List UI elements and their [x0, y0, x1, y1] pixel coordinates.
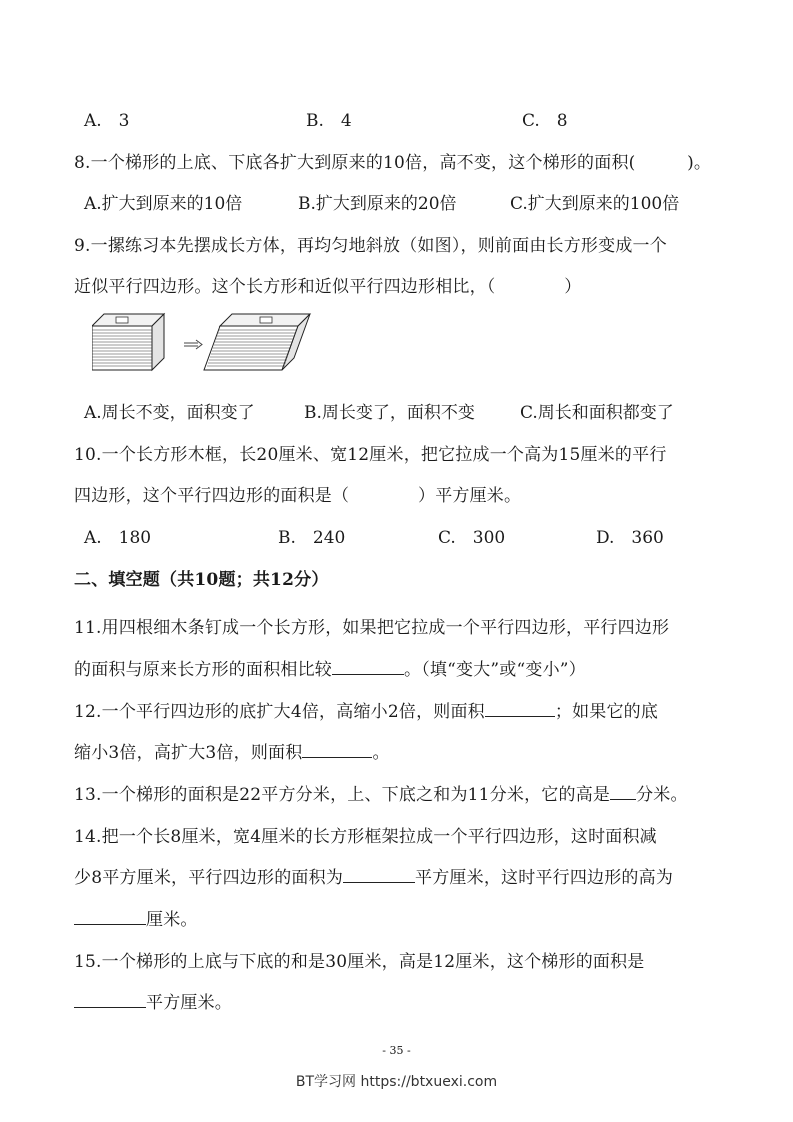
rectangular-stack-figure — [92, 314, 164, 370]
q15-line2-tail: 平方厘米。 — [146, 993, 232, 1013]
q7-option-a: A. 3 — [84, 111, 130, 131]
q12-line1 — [74, 697, 658, 722]
q15-answer-blank[interactable] — [74, 991, 146, 1008]
q7-option-b: B. 4 — [306, 111, 352, 131]
q11-line2-text: 的面积与原来长方形的面积相比较 — [74, 660, 332, 680]
notebook-stack-figure — [92, 312, 322, 374]
q8-option-a: A.扩大到原来的10倍 — [84, 194, 243, 214]
q10-option-a: A. 180 — [84, 528, 152, 548]
q9-line2: 近似平行四边形。这个长方形和近似平行四边形相比，（ ） — [74, 277, 582, 297]
q14-answer-blank-2[interactable] — [74, 908, 146, 925]
q11-line2 — [74, 655, 586, 680]
q10-line2: 四边形，这个平行四边形的面积是（ ）平方厘米。 — [74, 486, 522, 506]
q12-answer-blank-2[interactable] — [302, 741, 372, 758]
q9-option-b: B.周长变了，面积不变 — [304, 403, 475, 423]
footer-watermark: BT学习网 https://btxuexi.com — [295, 1074, 498, 1090]
q15-line2 — [74, 988, 232, 1013]
q13-text: 13.一个梯形的面积是22平方分米，上、下底之和为11分米，它的高是 — [74, 785, 611, 805]
parallelogram-stack-figure — [204, 314, 310, 370]
q14-line3 — [74, 905, 198, 930]
q11-line2-tail: 。（填“变大”或“变小”） — [404, 660, 586, 680]
q10-option-b: B. 240 — [278, 528, 346, 548]
q12-line1-tail: ；如果它的底 — [554, 702, 659, 722]
q9-line1: 9.一摞练习本先摆成长方体，再均匀地斜放（如图），则前面由长方形变成一个 — [74, 236, 667, 256]
q9-option-c: C.周长和面积都变了 — [520, 403, 674, 423]
q9-option-a: A.周长不变，面积变了 — [84, 403, 255, 423]
q13-line — [74, 780, 688, 805]
q8-option-b: B.扩大到原来的20倍 — [298, 194, 457, 214]
q12-answer-blank-1[interactable] — [485, 700, 555, 717]
arrow-icon — [184, 340, 202, 349]
q12-line2-text: 缩小3倍，高扩大3倍，则面积 — [74, 743, 303, 763]
q13-tail: 分米。 — [636, 785, 688, 805]
q10-option-d: D. 360 — [596, 528, 664, 548]
q11-answer-blank[interactable] — [332, 658, 404, 675]
q10-line1: 10.一个长方形木框，长20厘米、宽12厘米，把它拉成一个高为15厘米的平行 — [74, 445, 667, 465]
q14-line2-text: 少8平方厘米，平行四边形的面积为 — [74, 868, 344, 888]
q8-text: 8.一个梯形的上底、下底各扩大到原来的10倍，高不变，这个梯形的面积( )。 — [74, 153, 712, 173]
q10-option-c: C. 300 — [438, 528, 506, 548]
q11-line1: 11.用四根细木条钉成一个长方形，如果把它拉成一个平行四边形，平行四边形 — [74, 618, 670, 638]
q14-line1: 14.把一个长8厘米，宽4厘米的长方形框架拉成一个平行四边形，这时面积减 — [74, 827, 657, 847]
section-heading: 二、填空题（共10题；共12分） — [74, 570, 329, 590]
q14-line2-tail: 平方厘米，这时平行四边形的高为 — [415, 868, 674, 888]
q12-line1-text: 12.一个平行四边形的底扩大4倍，高缩小2倍，则面积 — [74, 702, 485, 722]
q14-line3-tail: 厘米。 — [146, 910, 198, 930]
q8-option-c: C.扩大到原来的100倍 — [510, 194, 680, 214]
q12-line2-tail: 。 — [372, 743, 390, 763]
q14-answer-blank-1[interactable] — [343, 866, 415, 883]
q15-line1: 15.一个梯形的上底与下底的和是30厘米，高是12厘米，这个梯形的面积是 — [74, 952, 645, 972]
page-number: - 35 - — [382, 1044, 411, 1057]
q12-line2 — [74, 738, 390, 763]
q14-line2 — [74, 863, 673, 888]
q7-option-c: C. 8 — [522, 111, 568, 131]
q13-answer-blank[interactable] — [610, 783, 636, 800]
